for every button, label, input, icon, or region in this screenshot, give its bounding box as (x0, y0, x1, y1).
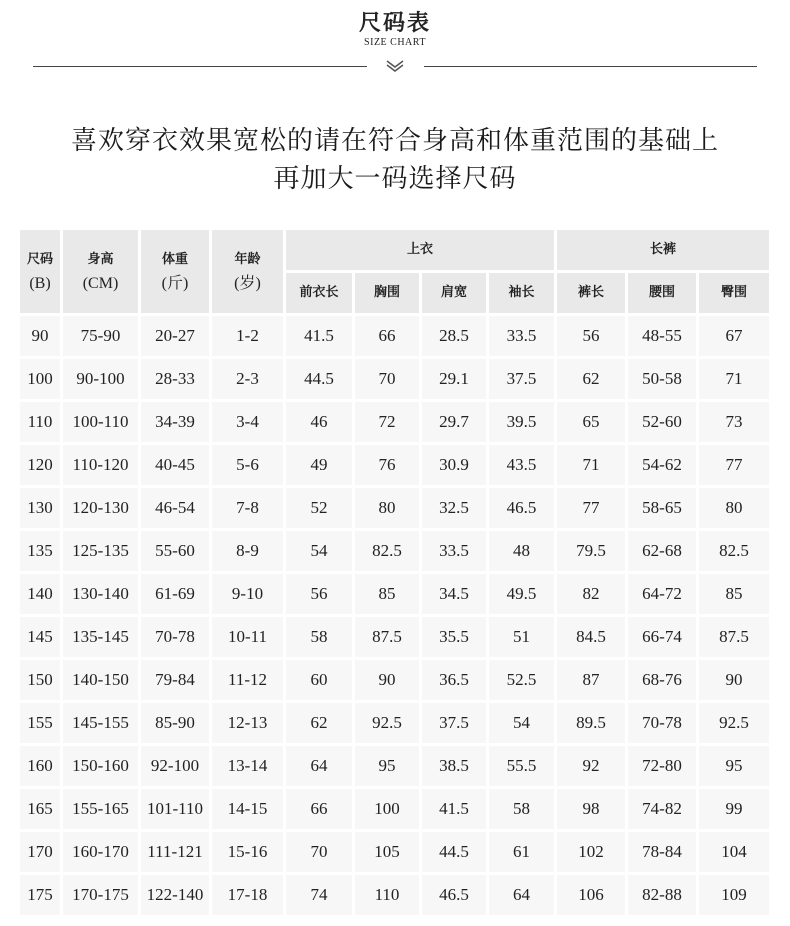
table-cell: 61-69 (141, 574, 209, 614)
table-cell: 46.5 (422, 875, 486, 915)
table-cell: 160-170 (63, 832, 138, 872)
table-cell: 104 (699, 832, 769, 872)
table-cell: 70 (286, 832, 352, 872)
table-cell: 175 (20, 875, 60, 915)
table-cell: 46.5 (489, 488, 554, 528)
table-cell: 43.5 (489, 445, 554, 485)
column-header (141, 230, 209, 313)
table-cell: 17-18 (212, 875, 283, 915)
table-cell: 74 (286, 875, 352, 915)
table-cell: 10-11 (212, 617, 283, 657)
table-cell: 33.5 (422, 531, 486, 571)
table-cell: 32.5 (422, 488, 486, 528)
table-cell: 92 (557, 746, 625, 786)
table-cell: 98 (557, 789, 625, 829)
table-cell: 8-9 (212, 531, 283, 571)
sub-column-header: 袖长 (489, 273, 554, 313)
page-subtitle: SIZE CHART (364, 37, 426, 48)
table-cell: 1-2 (212, 316, 283, 356)
table-cell: 82 (557, 574, 625, 614)
table-cell: 75-90 (63, 316, 138, 356)
table-cell: 92-100 (141, 746, 209, 786)
table-cell: 37.5 (489, 359, 554, 399)
table-cell: 34.5 (422, 574, 486, 614)
table-cell: 101-110 (141, 789, 209, 829)
table-cell: 79-84 (141, 660, 209, 700)
table-cell: 140-150 (63, 660, 138, 700)
table-cell: 34-39 (141, 402, 209, 442)
table-cell: 20-27 (141, 316, 209, 356)
table-cell: 90-100 (63, 359, 138, 399)
table-cell: 72-80 (628, 746, 696, 786)
table-cell: 49.5 (489, 574, 554, 614)
table-cell: 41.5 (422, 789, 486, 829)
table-cell: 68-76 (628, 660, 696, 700)
table-cell: 41.5 (286, 316, 352, 356)
table-cell: 82.5 (355, 531, 419, 571)
column-header-unit: (岁) (234, 274, 261, 292)
table-cell: 72 (355, 402, 419, 442)
table-cell: 2-3 (212, 359, 283, 399)
table-cell: 52.5 (489, 660, 554, 700)
table-cell: 70 (355, 359, 419, 399)
table-cell: 102 (557, 832, 625, 872)
table-cell: 65 (557, 402, 625, 442)
table-cell: 120 (20, 445, 60, 485)
sizing-note-line-2: 再加大一码选择尺码 (273, 164, 517, 194)
table-cell: 66-74 (628, 617, 696, 657)
sub-column-header: 肩宽 (422, 273, 486, 313)
table-cell: 67 (699, 316, 769, 356)
table-cell: 100 (20, 359, 60, 399)
column-header-label: 年龄 (234, 251, 261, 267)
table-cell: 48 (489, 531, 554, 571)
table-cell: 29.7 (422, 402, 486, 442)
table-cell: 73 (699, 402, 769, 442)
table-cell: 9-10 (212, 574, 283, 614)
table-cell: 150-160 (63, 746, 138, 786)
table-cell: 106 (557, 875, 625, 915)
table-cell: 165 (20, 789, 60, 829)
table-cell: 29.1 (422, 359, 486, 399)
table-cell: 145-155 (63, 703, 138, 743)
sizing-note-line-1: 喜欢穿衣效果宽松的请在符合身高和体重范围的基础上 (70, 126, 719, 156)
table-cell: 130-140 (63, 574, 138, 614)
table-cell: 13-14 (212, 746, 283, 786)
table-cell: 39.5 (489, 402, 554, 442)
table-cell: 62 (557, 359, 625, 399)
table-cell: 100 (355, 789, 419, 829)
table-cell: 80 (699, 488, 769, 528)
table-cell: 92.5 (699, 703, 769, 743)
table-cell: 64 (286, 746, 352, 786)
table-cell: 15-16 (212, 832, 283, 872)
table-cell: 5-6 (212, 445, 283, 485)
table-cell: 62-68 (628, 531, 696, 571)
table-cell: 12-13 (212, 703, 283, 743)
table-cell: 56 (557, 316, 625, 356)
table-cell: 58-65 (628, 488, 696, 528)
table-cell: 55-60 (141, 531, 209, 571)
table-cell: 64-72 (628, 574, 696, 614)
table-cell: 28-33 (141, 359, 209, 399)
table-cell: 54 (489, 703, 554, 743)
table-cell: 30.9 (422, 445, 486, 485)
table-cell: 70-78 (141, 617, 209, 657)
table-cell: 58 (489, 789, 554, 829)
table-cell: 60 (286, 660, 352, 700)
column-header-unit: (CM) (82, 274, 119, 292)
table-cell: 64 (489, 875, 554, 915)
column-header-label: 体重 (161, 251, 188, 267)
table-cell: 66 (355, 316, 419, 356)
table-cell: 110-120 (63, 445, 138, 485)
table-cell: 77 (557, 488, 625, 528)
table-cell: 92.5 (355, 703, 419, 743)
divider-right (424, 66, 757, 67)
table-cell: 46 (286, 402, 352, 442)
sub-column-header: 裤长 (557, 273, 625, 313)
table-cell: 135 (20, 531, 60, 571)
table-cell: 135-145 (63, 617, 138, 657)
table-cell: 36.5 (422, 660, 486, 700)
table-cell: 89.5 (557, 703, 625, 743)
table-cell: 87 (557, 660, 625, 700)
column-header (212, 230, 283, 313)
table-cell: 66 (286, 789, 352, 829)
table-cell: 58 (286, 617, 352, 657)
table-cell: 125-135 (63, 531, 138, 571)
table-cell: 51 (489, 617, 554, 657)
table-cell: 95 (355, 746, 419, 786)
table-cell: 28.5 (422, 316, 486, 356)
table-cell: 87.5 (699, 617, 769, 657)
table-cell: 76 (355, 445, 419, 485)
table-cell: 140 (20, 574, 60, 614)
table-cell: 54-62 (628, 445, 696, 485)
table-cell: 110 (355, 875, 419, 915)
table-cell: 99 (699, 789, 769, 829)
table-cell: 37.5 (422, 703, 486, 743)
table-cell: 56 (286, 574, 352, 614)
table-cell: 78-84 (628, 832, 696, 872)
chevron-down-icon (384, 58, 406, 72)
table-cell: 71 (557, 445, 625, 485)
table-cell: 155 (20, 703, 60, 743)
table-cell: 7-8 (212, 488, 283, 528)
table-cell: 77 (699, 445, 769, 485)
divider-left (33, 66, 367, 67)
column-header-label: 尺码 (26, 251, 53, 267)
table-cell: 122-140 (141, 875, 209, 915)
table-cell: 44.5 (286, 359, 352, 399)
table-cell: 85 (699, 574, 769, 614)
table-cell: 90 (20, 316, 60, 356)
table-cell: 130 (20, 488, 60, 528)
column-header-unit: (斤) (161, 274, 189, 292)
group-header-pants: 长裤 (557, 230, 769, 270)
table-cell: 44.5 (422, 832, 486, 872)
table-cell: 50-58 (628, 359, 696, 399)
table-cell: 170 (20, 832, 60, 872)
table-cell: 145 (20, 617, 60, 657)
table-cell: 35.5 (422, 617, 486, 657)
table-cell: 82-88 (628, 875, 696, 915)
table-cell: 95 (699, 746, 769, 786)
table-cell: 3-4 (212, 402, 283, 442)
table-cell: 62 (286, 703, 352, 743)
table-cell: 87.5 (355, 617, 419, 657)
table-cell: 40-45 (141, 445, 209, 485)
table-cell: 14-15 (212, 789, 283, 829)
table-cell: 85 (355, 574, 419, 614)
table-cell: 90 (355, 660, 419, 700)
table-cell: 71 (699, 359, 769, 399)
sub-column-header: 臀围 (699, 273, 769, 313)
table-cell: 46-54 (141, 488, 209, 528)
column-header-label: 身高 (87, 251, 114, 267)
table-cell: 105 (355, 832, 419, 872)
table-cell: 48-55 (628, 316, 696, 356)
table-cell: 54 (286, 531, 352, 571)
table-cell: 61 (489, 832, 554, 872)
table-cell: 79.5 (557, 531, 625, 571)
table-cell: 49 (286, 445, 352, 485)
column-header-unit: (B) (29, 274, 51, 292)
table-cell: 52-60 (628, 402, 696, 442)
sub-column-header: 腰围 (628, 273, 696, 313)
sub-column-header: 胸围 (355, 273, 419, 313)
table-cell: 150 (20, 660, 60, 700)
table-cell: 80 (355, 488, 419, 528)
table-cell: 109 (699, 875, 769, 915)
table-cell: 70-78 (628, 703, 696, 743)
table-cell: 74-82 (628, 789, 696, 829)
table-cell: 100-110 (63, 402, 138, 442)
table-cell: 85-90 (141, 703, 209, 743)
column-header (20, 230, 60, 313)
group-header-top: 上衣 (286, 230, 554, 270)
table-cell: 11-12 (212, 660, 283, 700)
page-title: 尺码表 (358, 11, 431, 36)
table-cell: 52 (286, 488, 352, 528)
table-cell: 33.5 (489, 316, 554, 356)
table-cell: 84.5 (557, 617, 625, 657)
table-cell: 38.5 (422, 746, 486, 786)
table-cell: 120-130 (63, 488, 138, 528)
table-cell: 170-175 (63, 875, 138, 915)
sub-column-header: 前衣长 (286, 273, 352, 313)
table-cell: 155-165 (63, 789, 138, 829)
table-cell: 82.5 (699, 531, 769, 571)
table-cell: 55.5 (489, 746, 554, 786)
table-cell: 110 (20, 402, 60, 442)
table-cell: 111-121 (141, 832, 209, 872)
table-cell: 90 (699, 660, 769, 700)
column-header (63, 230, 138, 313)
table-cell: 160 (20, 746, 60, 786)
